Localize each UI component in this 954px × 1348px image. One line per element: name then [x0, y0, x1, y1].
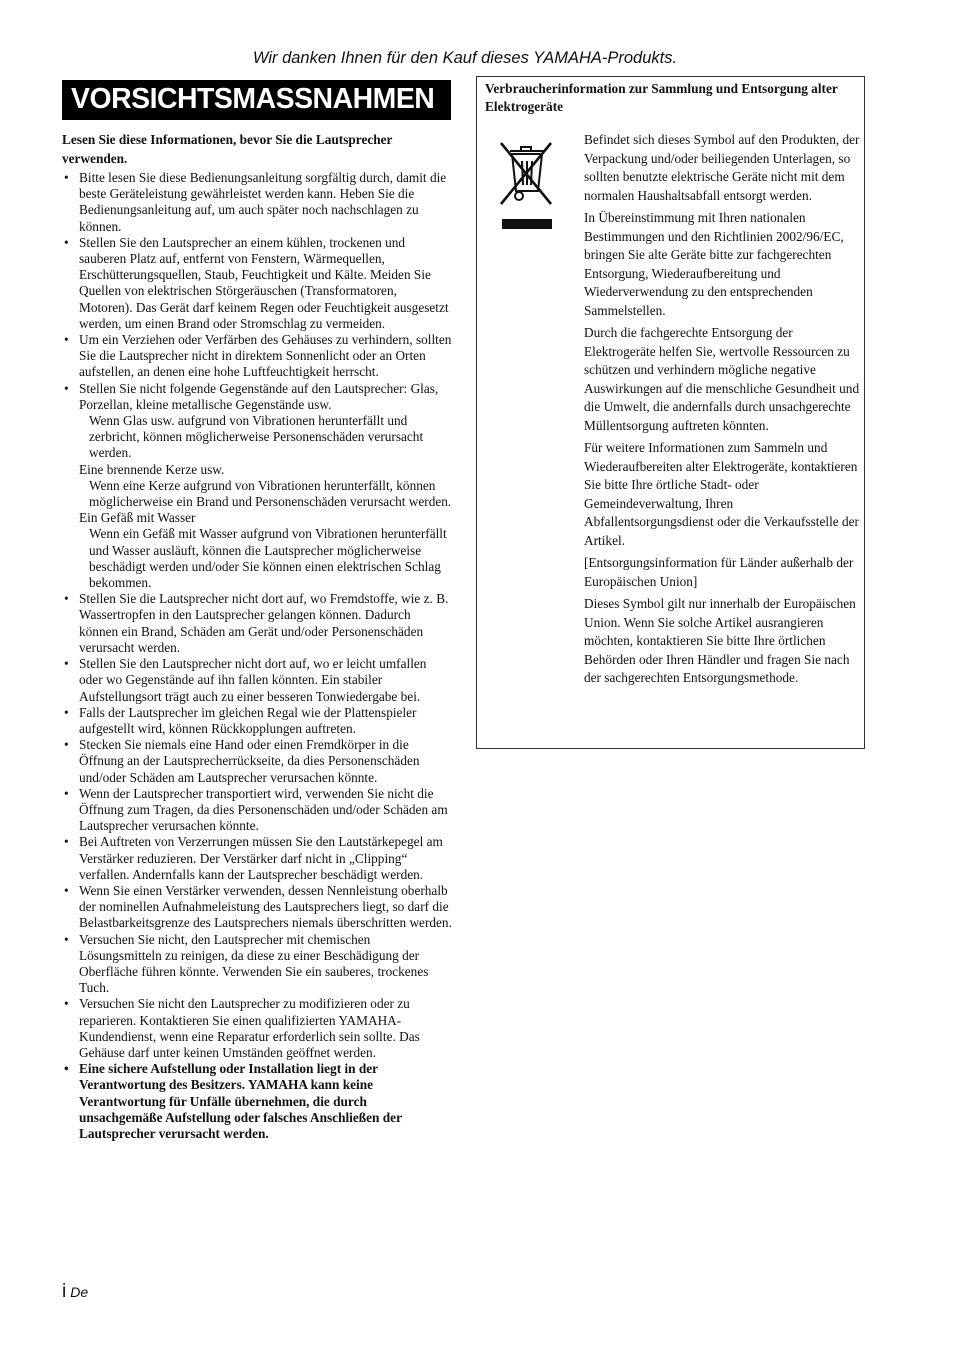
list-item: • Versuchen Sie nicht, den Lautsprecher mit chemischen Lösungsmitteln zu reinigen, da diese zu einer Beschädigung der Oberfläche führen könnte. Verwenden Sie ein sauberes, trockenes Tuch. — [62, 932, 452, 997]
list-item: • Wenn Sie einen Verstärker verwenden, dessen Nennleistung oberhalb der nominellen Aufnahmeleistung des Lautsprechers liegt, so darf die Belastbarkeitsgrenze des Lautsprechers niemals überschritten werden. — [62, 883, 452, 932]
precautions-list — [62, 170, 452, 1142]
list-item: • Bitte lesen Sie diese Bedienungsanleitung sorgfältig durch, damit die beste Geräteleistung gewährleistet werden kann. Heben Sie die Bedienungsanleitung auf, um auch später noch nachschlagen zu können. — [62, 170, 452, 235]
disposal-paragraph: Durch die fachgerechte Entsorgung der Elektrogeräte helfen Sie, wertvolle Ressourcen zu schützen und verhindern mögliche negative Auswirkungen auf die menschliche Gesundheit und die Umwelt, die andernfalls durch unsachgerechte Müllentsorgung auftreten könnten. — [584, 325, 860, 433]
disposal-paragraph: Befindet sich dieses Symbol auf den Produkten, der Verpackung und/oder beiliegenden Unterlagen, so sollten benutzte elektrische Geräte nicht mit dem normalen Haushaltsabfall entsorgt werden. — [584, 132, 860, 203]
list-item: • Um ein Verziehen oder Verfärben des Gehäuses zu verhindern, sollten Sie die Lautsprecher nicht in direktem Sonnenlicht oder an Orten aufstellen, an denen eine hohe Luftfeuchtigkeit herrscht. — [62, 332, 452, 381]
language-code: De — [70, 1284, 89, 1300]
intro-text: Lesen Sie diese Informationen, bevor Sie die Lautsprecher verwenden. — [62, 132, 393, 166]
page-title-bar — [62, 80, 451, 120]
list-item: • Versuchen Sie nicht den Lautsprecher zu modifizieren oder zu reparieren. Kontaktieren Sie einen qualifizierten YAMAHA-Kundendienst, wenn eine Reparatur erforderlich sein sollte. Das Gehäuse darf unter keinen Umständen geöffnet werden. — [62, 996, 452, 1061]
sub-item-text: Wenn Glas usw. aufgrund von Vibrationen herunterfällt und zerbricht, können möglicherweise Personenschäden verursacht werden. — [89, 413, 424, 461]
list-item: • Falls der Lautsprecher im gleichen Regal wie der Plattenspieler aufgestellt wird, können Rückkopplungen auftreten. — [62, 705, 452, 737]
list-item: • Stellen Sie den Lautsprecher nicht dort auf, wo er leicht umfallen oder wo Gegenstände auf ihn fallen könnten. Ein stabiler Aufstellungsort trägt auch zu einer besseren Tonwiedergabe bei. — [62, 656, 452, 705]
disposal-paragraph: Dieses Symbol gilt nur innerhalb der Europäischen Union. Wenn Sie solche Artikel ausrangieren möchten, kontaktieren Sie bitte Ihre örtlichen Behörden oder Ihren Händler und fragen Sie nach der sachgerechten Entsorgungsmethode. — [584, 596, 856, 685]
list-item: • Stellen Sie die Lautsprecher nicht dort auf, wo Fremdstoffe, wie z. B. Wassertropfen in den Lautsprecher gelangen können. Dadurch können ein Brand, Schäden am Gerät und/oder Personenschäden verursacht werden. — [62, 591, 452, 656]
sub-item-heading: Ein Gefäß mit Wasser — [79, 510, 196, 526]
page-footer — [62, 1281, 88, 1303]
list-item: • Wenn der Lautsprecher transportiert wird, verwenden Sie nicht die Öffnung zum Tragen, da dies Personenschäden und/oder Schäden am Lautsprecher verursachen könnte. — [62, 786, 452, 835]
list-item-liability: • Eine sichere Aufstellung oder Installation liegt in der Verantwortung des Besitzers. YAMAHA kann keine Verantwortung für Unfälle übernehmen, die durch unsachgemäße Aufstellung oder falsches Anschließen der Lautsprecher verursacht werden. — [62, 1061, 452, 1142]
disposal-paragraph: Für weitere Informationen zum Sammeln und Wiederaufbereiten alter Elektrogeräte, kontaktieren Sie bitte Ihre örtliche Stadt- oder Gemeindeverwaltung, Ihren Abfallentsorgungsdienst oder die Verkaufsstelle der Artikel. — [584, 440, 859, 548]
disposal-paragraph: In Übereinstimmung mit Ihren nationalen Bestimmungen und den Richtlinien 2002/96/EC, bringen Sie alte Geräte bitte zur fachgerechten Entsorgung, Wiederaufbereitung und Wiederverwendung zu den entsprechenden Sammelstellen. — [584, 210, 844, 318]
sub-item-heading: Eine brennende Kerze usw. — [79, 461, 225, 477]
list-item: • Bei Auftreten von Verzerrungen müssen Sie den Lautstärkepegel am Verstärker reduzieren. Der Verstärker darf nicht in „Clipping“ verfallen. Andernfalls kann der Lautsprecher beschädigt werden. — [62, 834, 452, 883]
disposal-paragraph: [Entsorgungsinformation für Länder außerhalb der Europäischen Union] — [584, 555, 854, 589]
sub-item-text: Wenn ein Gefäß mit Wasser aufgrund von Vibrationen herunterfällt und Wasser ausläuft, können die Lautsprecher möglicherweise beschädigt werden und/oder Sie können einen elektrischen Schlag bekommen. — [89, 526, 447, 591]
disposal-info-title: Verbraucherinformation zur Sammlung und Entsorgung alter Elektrogeräte — [485, 81, 838, 114]
list-item-text: • Stellen Sie nicht folgende Gegenstände auf den Lautsprecher: Glas, Porzellan, kleine metallische Gegenstände usw. — [79, 380, 439, 412]
page-number: i — [62, 1281, 67, 1302]
page-title: VORSICHTSMASSNAHMEN — [71, 83, 435, 115]
sub-item-text: Wenn eine Kerze aufgrund von Vibrationen herunterfällt, können möglicherweise ein Brand und Personenschäden verursacht werden. — [89, 477, 452, 510]
tagline: Wir danken Ihnen für den Kauf dieses YAMAHA-Produkts. — [252, 49, 678, 67]
disposal-info-text — [584, 131, 860, 692]
precautions-column — [62, 130, 452, 1142]
crossed-out-wheelie-bin-icon — [497, 140, 555, 232]
list-item: • Stecken Sie niemals eine Hand oder einen Fremdkörper in die Öffnung an der Lautsprecherrückseite, da dies Personenschäden und/oder Schäden am Lautsprecher verursachen könnte. — [62, 737, 452, 786]
list-item: • Stellen Sie den Lautsprecher an einem kühlen, trockenen und sauberen Platz auf, entfernt von Fenstern, Wärmequellen, Erschütterungsquellen, Staub, Feuchtigkeit und Kälte. Meiden Sie Quellen von elektrischen Störgeräuschen (Transformatoren, Motoren). Das Gerät darf keinem Regen oder Feuchtigkeit ausgesetzt werden, um einen Brand oder Stromschlag zu vermeiden. — [62, 235, 452, 332]
list-item — [62, 381, 452, 592]
